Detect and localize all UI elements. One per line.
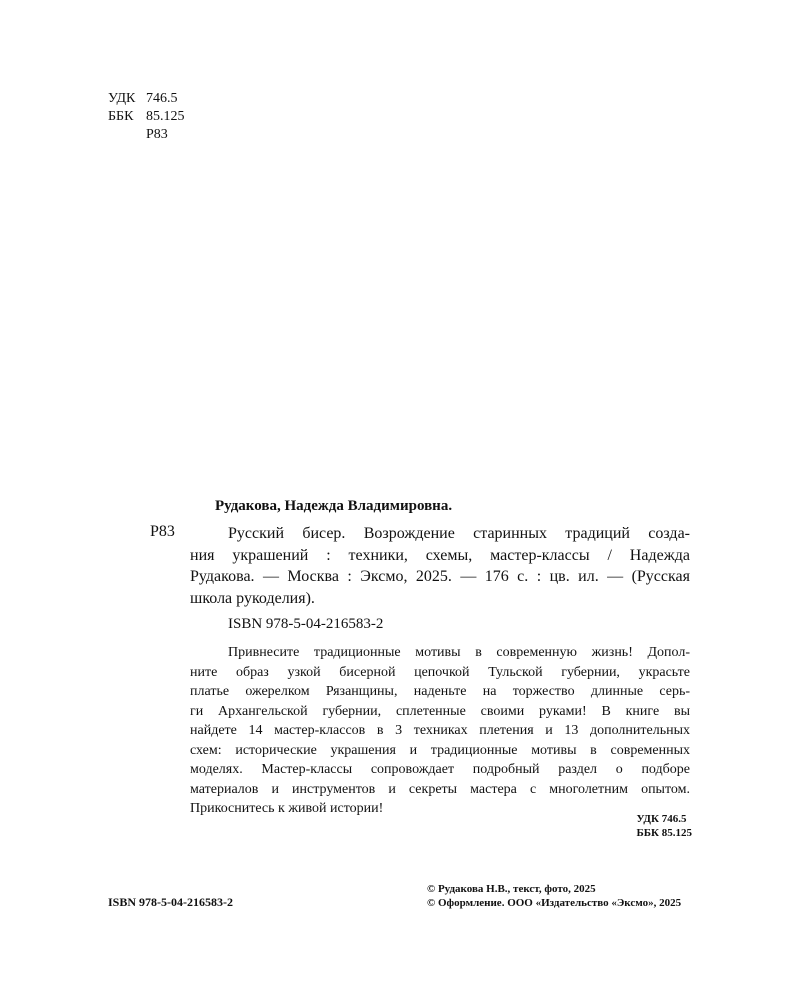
annotation-text (190, 643, 690, 819)
udk-code: УДК 746.5 (636, 813, 687, 825)
bbk-code: ББК 85.125 (636, 827, 692, 839)
bbk-row (108, 108, 185, 126)
bbk-label: ББК (108, 109, 134, 124)
copyright-design: © Оформление. ООО «Издательство «Эксмо», 2025 (427, 897, 682, 909)
author-heading: Рудакова, Надежда Владимировна. (215, 498, 453, 514)
bib-line: Рудакова. — Москва : Эксмо, 2025. — 176 с. : цв. ил. — (Русская (190, 568, 690, 585)
annotation-line: моделях. Мастер-классы сопровождает подробный раздел о подборе (190, 762, 690, 777)
isbn-footer: ISBN 978-5-04-216583-2 (108, 895, 233, 909)
annotation-line: платье ожерелком Рязанщины, наденьте на торжество длинные серь- (190, 684, 690, 699)
bibliographic-description (190, 523, 690, 609)
classification-codes-bottom (636, 812, 692, 840)
classification-codes-top (108, 90, 185, 144)
annotation-line: материалов и инструментов и секреты мастера с многолетним опытом. (190, 781, 690, 797)
annotation-line: ги Архангельской губернии, сплетенные своими руками! В книге вы (190, 703, 690, 719)
udk-label: УДК (108, 91, 136, 106)
bbk-value: 85.125 (146, 109, 185, 124)
bib-line: школа рукоделия). (190, 589, 315, 607)
author-cutter-code: Р83 (146, 127, 168, 142)
copyright-block (427, 882, 681, 910)
copyright-author: © Рудакова Н.В., текст, фото, 2025 (427, 883, 596, 895)
udk-value: 746.5 (146, 91, 178, 106)
annotation-line: схем: исторические украшения и традиционные мотивы в современных (190, 742, 690, 758)
isbn-record: ISBN 978-5-04-216583-2 (228, 616, 384, 632)
annotation-line: найдете 14 мастер-классов в 3 техниках плетения и 13 дополнительных (190, 723, 690, 738)
annotation-line: ните образ узкой бисерной цепочкой Тульской губернии, украсьте (190, 664, 690, 680)
bib-line: ния украшений : техники, схемы, мастер-классы / Надежда (190, 546, 690, 564)
record-cutter-code: Р83 (150, 523, 175, 540)
udk-row (108, 90, 185, 108)
annotation-line: Привнесите традиционные мотивы в современную жизнь! Допол- (228, 645, 690, 660)
annotation-line: Прикоснитесь к живой истории! (190, 801, 384, 816)
bib-line: Русский бисер. Возрождение старинных традиций созда- (228, 525, 690, 542)
